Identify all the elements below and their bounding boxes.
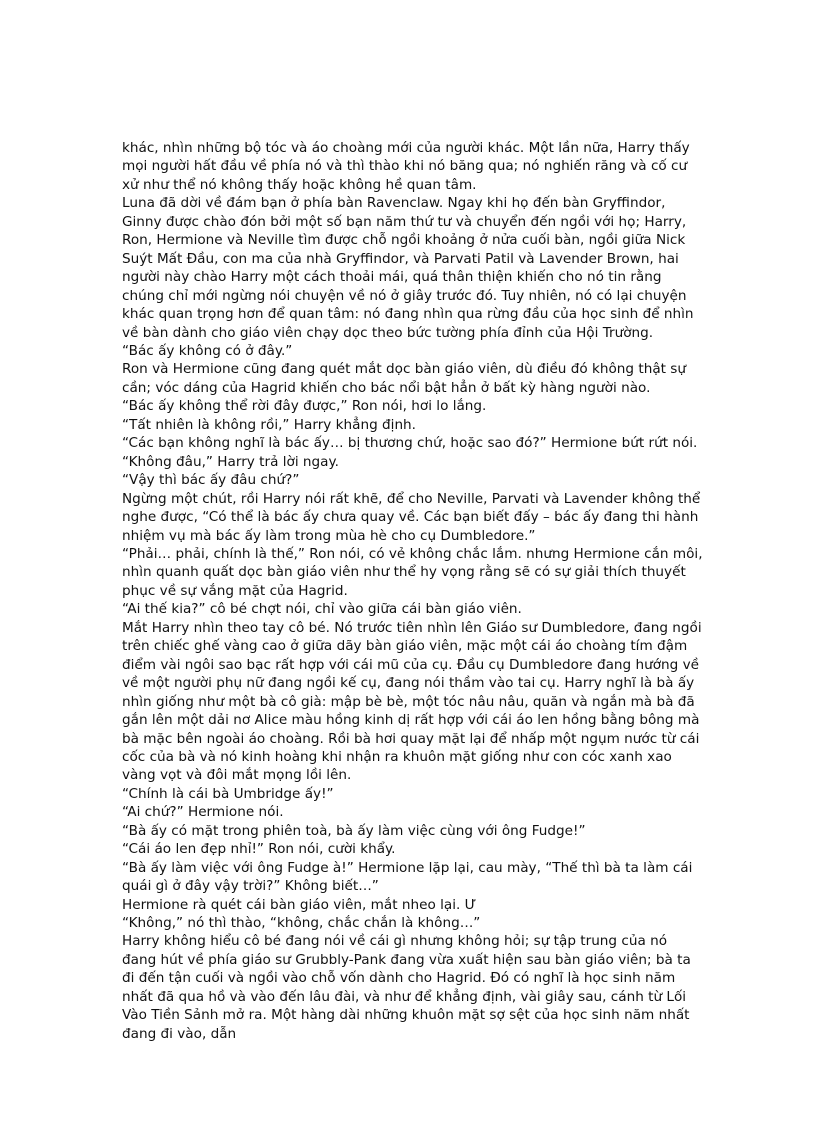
paragraph: khác, nhìn những bộ tóc và áo choàng mới của người khác. Một lần nữa, Harry thấy mọi người hất đầu về phía nó và thì thào khi nó băng qua; nó nghiến răng và cố cư xử như thể nó không thấy hoặc không hề quan tâm. [122,140,690,193]
paragraph: Ngừng một chút, rồi Harry nói rất khẽ, để cho Neville, Parvati và Lavender không thể nghe được, “Có thể là bác ấy chưa quay về. Các bạn biết đấy – bác ấy đang thi hành nhiệm vụ mà bác ấy làm trong mùa hè cho cụ Dumbledore.” [122,490,701,544]
paragraph: Harry không hiểu cô bé đang nói về cái gì nhưng không hỏi; sự tập trung của nó đang hút về phía giáo sư Grubbly-Pank đang vừa xuất hiện sau bàn giáo viên; bà ta đi đến tận cuối và ngồi vào chỗ vốn dành cho Hagrid. Đó có nghĩ là học sinh năm nhất đã qua hồ và vào đến lâu đài, và như để khẳng định, vài giây sau, cánh từ Lối Vào Tiền Sảnh mở ra. Một hàng dài những khuôn mặt sợ sệt của học sinh năm nhất đang đi vào, dẫn [122,933,691,1042]
paragraph: “Ai thế kia?” cô bé chợt nói, chỉ vào giữa cái bàn giáo viên. [122,601,522,618]
paragraph: “Không đâu,” Harry trả lời ngay. [122,453,339,470]
document-page [122,139,704,1043]
paragraph: Hermione rà quét cái bàn giáo viên, mắt nheo lại. Ư [122,896,477,913]
paragraph: “Phải… phải, chính là thế,” Ron nói, có vẻ không chắc lắm. nhưng Hermione cắn môi, nhìn quanh quất dọc bàn giáo viên như thể hy vọng rằng sẽ có sự giải thích thuyết phục về sự vắng mặt của Hagrid. [122,545,703,599]
paragraph: “Chính là cái bà Umbridge ấy!” [122,785,334,802]
paragraph: Mắt Harry nhìn theo tay cô bé. Nó trước tiên nhìn lên Giáo sư Dumbledore, đang ngồi trên chiếc ghế vàng cao ở giữa dãy bàn giáo viên, mặc một cái áo choàng tím đậm điểm vài ngôi sao bạc rất hợp với cái mũ của cụ. Đầu cụ Dumbledore đang hướng về về một người phụ nữ đang ngồi kế cụ, đang nói thầm vào tai cụ. Harry nghĩ là bà ấy nhìn giống như một bà cô già: mập bè bè, một tóc nâu nâu, quăn và ngắn mà bà đã gắn lên một dải nơ Alice màu hồng kinh dị rất hợp với cái áo len hồng bằng bông mà bà mặc bên ngoài áo choàng. Rồi bà hơi quay mặt lại để nhấp một ngụm nước từ cái cốc của bà và nó kinh hoàng khi nhận ra khuôn mặt giống như con cóc xanh xao vàng vọt và đôi mắt mọng lồi lên. [122,619,702,784]
paragraph: “Bà ấy làm việc với ông Fudge à!” Hermione lặp lại, cau mày, “Thế thì bà ta làm cái quái gì ở đây vậy trời?” Không biết…” [122,859,693,895]
paragraph: “Bác ấy không thể rời đây được,” Ron nói, hơi lo lắng. [122,398,487,415]
paragraph: “Các bạn không nghĩ là bác ấy… bị thương chứ, hoặc sao đó?” Hermione bứt rứt nói. [122,435,698,452]
paragraph: “Bà ấy có mặt trong phiên toà, bà ấy làm việc cùng với ông Fudge!” [122,822,586,839]
paragraph: “Bác ấy không có ở đây.” [122,342,293,359]
paragraph: “Ai chứ?” Hermione nói. [122,804,284,821]
paragraph: “Không,” nó thì thào, “không, chắc chắn là không…” [122,915,481,932]
paragraph: Ron và Hermione cũng đang quét mắt dọc bàn giáo viên, dù điều đó không thật sự cần; vóc dáng của Hagrid khiến cho bác nổi bật hẳn ở bất kỳ hàng người nào. [122,361,687,396]
paragraph: “Cái áo len đẹp nhỉ!” Ron nói, cười khẩy. [122,841,396,858]
paragraph: Luna đã dời về đám bạn ở phía bàn Ravenclaw. Ngay khi họ đến bàn Gryffindor, Ginny được chào đón bởi một số bạn năm thứ tư và chuyển đến ngồi với họ; Harry, Ron, Hermione và Neville tìm được chỗ ngồi khoảng ở nửa cuối bàn, ngồi giữa Nick Suýt Mất Đầu, con ma của nhà Gryffindor, và Parvati Patil và Lavender Brown, hai người này chào Harry một cách thoải mái, quá thân thiện khiến cho nó tin rằng chúng chỉ mới ngừng nói chuyện về nó ở giây trước đó. Tuy nhiên, nó có lại chuyện khác quan trọng hơn để quan tâm: nó đang nhìn qua rừng đầu của học sinh để nhìn về bàn dành cho giáo viên chạy dọc theo bức tường phía đỉnh của Hội Trường. [122,195,694,341]
paragraph: “Vậy thì bác ấy đâu chứ?” [122,472,300,489]
paragraph: “Tất nhiên là không rồi,” Harry khẳng định. [122,416,416,433]
